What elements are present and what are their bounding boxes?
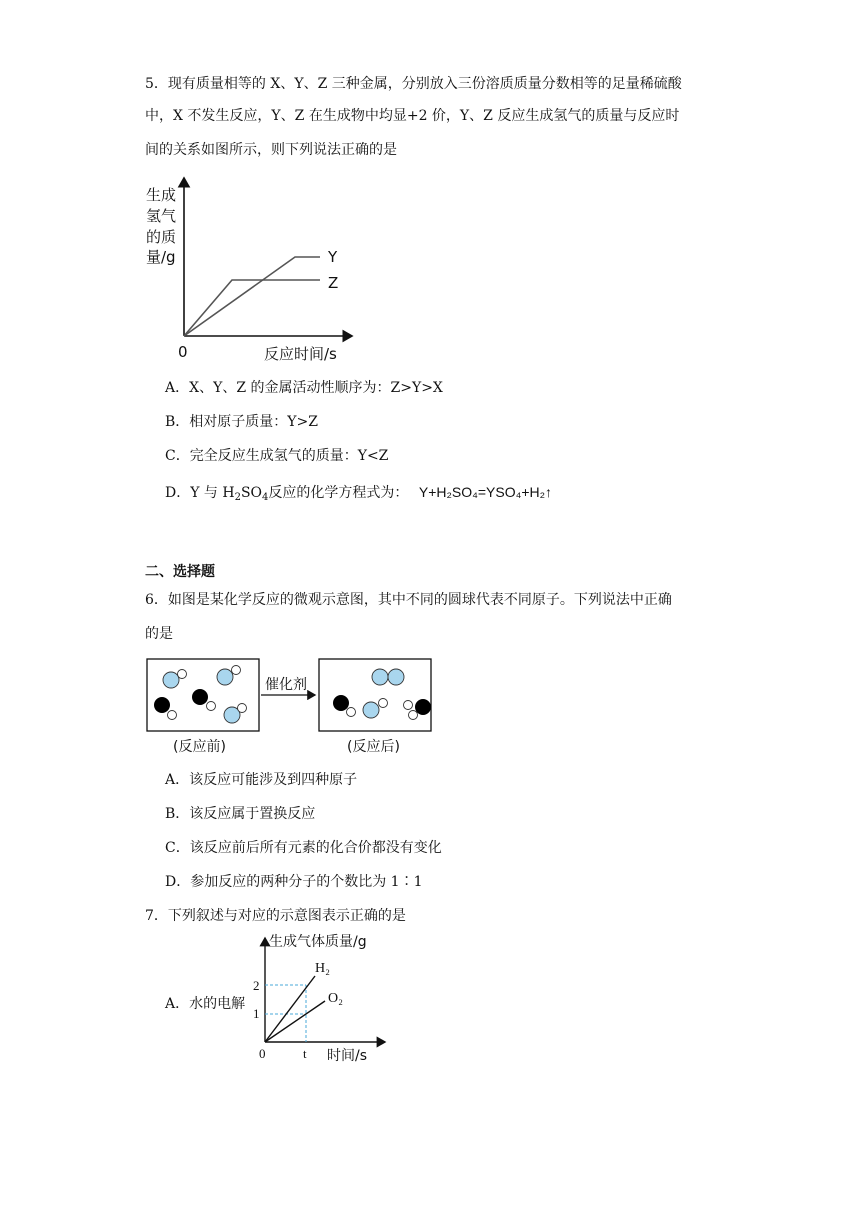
q7-line-1: 7．下列叙述与对应的示意图表示正确的是 bbox=[145, 908, 406, 924]
q5-line-1: 5．现有质量相等的 X、Y、Z 三种金属，分别放入三份溶质质量分数相等的足量稀硫酸 bbox=[145, 76, 682, 92]
q5-option-d-sub-2: 2 bbox=[234, 492, 241, 503]
q7-origin-label: 0 bbox=[259, 1046, 266, 1061]
q6-option-b: B．该反应属于置换反应 bbox=[165, 806, 316, 822]
q5-option-d-sub-4: 4 bbox=[262, 492, 269, 503]
q7-series-h2-label: H₂ bbox=[315, 961, 330, 976]
q7-series-h2-line bbox=[265, 976, 315, 1042]
q5-option-d-prefix: D．Y 与 H bbox=[165, 485, 235, 501]
q7-xlabel: 时间/s bbox=[327, 1048, 368, 1064]
q7-tick-1: 1 bbox=[253, 1006, 260, 1021]
q5-ylabel-1: 生成 bbox=[146, 186, 177, 204]
q5-option-a: A．X、Y、Z 的金属活动性顺序为：Z>Y>X bbox=[165, 380, 443, 396]
q7-chart bbox=[245, 930, 395, 1070]
q6-line-1: 6．如图是某化学反应的微观示意图，其中不同的圆球代表不同原子。下列说法中正确 bbox=[145, 592, 672, 608]
q7-series-o2-line bbox=[265, 1001, 325, 1042]
q6-option-d: D．参加反应的两种分子的个数比为 1∶1 bbox=[165, 874, 423, 890]
q7-ylabel: 生成气体质量/g bbox=[269, 934, 367, 950]
q5-ylabel-2: 氢气 bbox=[146, 207, 177, 225]
q5-option-d-so: SO bbox=[240, 485, 263, 501]
q5-ylabel-3: 的质 bbox=[146, 228, 177, 246]
q5-series-y-line bbox=[184, 257, 320, 336]
q5-xlabel: 反应时间/s bbox=[264, 345, 337, 363]
q7-option-a: A．水的电解 bbox=[165, 996, 246, 1012]
q5-ylabel-4: 量/g bbox=[146, 248, 176, 266]
q5-line-2: 中，X 不发生反应，Y、Z 在生成物中均显+2 价，Y、Z 反应生成氢气的质量与反应时 bbox=[145, 108, 680, 124]
q6-catalyst-label: 催化剂 bbox=[265, 677, 307, 693]
q6-reaction-diagram bbox=[145, 655, 445, 760]
q5-option-d bbox=[165, 482, 552, 503]
q5-line-3: 间的关系如图所示，则下列说法正确的是 bbox=[145, 142, 397, 158]
q6-option-c: C．该反应前后所有元素的化合价都没有变化 bbox=[165, 840, 442, 856]
q7-tick-2: 2 bbox=[253, 978, 260, 993]
q5-origin-label: 0 bbox=[178, 343, 188, 361]
q7-tick-t: t bbox=[303, 1046, 307, 1061]
q5-option-c: C．完全反应生成氢气的质量：Y<Z bbox=[165, 448, 389, 464]
q6-before-label: (反应前) bbox=[173, 739, 226, 755]
q5-option-d-suffix: 反应的化学方程式为： bbox=[268, 485, 409, 501]
q6-line-2: 的是 bbox=[145, 626, 173, 642]
q6-after-label: (反应后) bbox=[347, 739, 400, 755]
q7-series-o2-label: O₂ bbox=[328, 991, 343, 1006]
q6-after-box bbox=[319, 659, 431, 731]
q5-option-b: B．相对原子质量：Y>Z bbox=[165, 414, 318, 430]
q5-chart bbox=[140, 170, 370, 365]
q6-option-a: A．该反应可能涉及到四种原子 bbox=[165, 772, 358, 788]
section-2-title: 二、选择题 bbox=[145, 564, 215, 580]
q5-option-d-equation: Y+H₂SO₄=YSO₄+H₂↑ bbox=[418, 484, 553, 500]
q5-series-y-label: Y bbox=[328, 248, 338, 266]
q5-series-z-label: Z bbox=[328, 274, 339, 292]
